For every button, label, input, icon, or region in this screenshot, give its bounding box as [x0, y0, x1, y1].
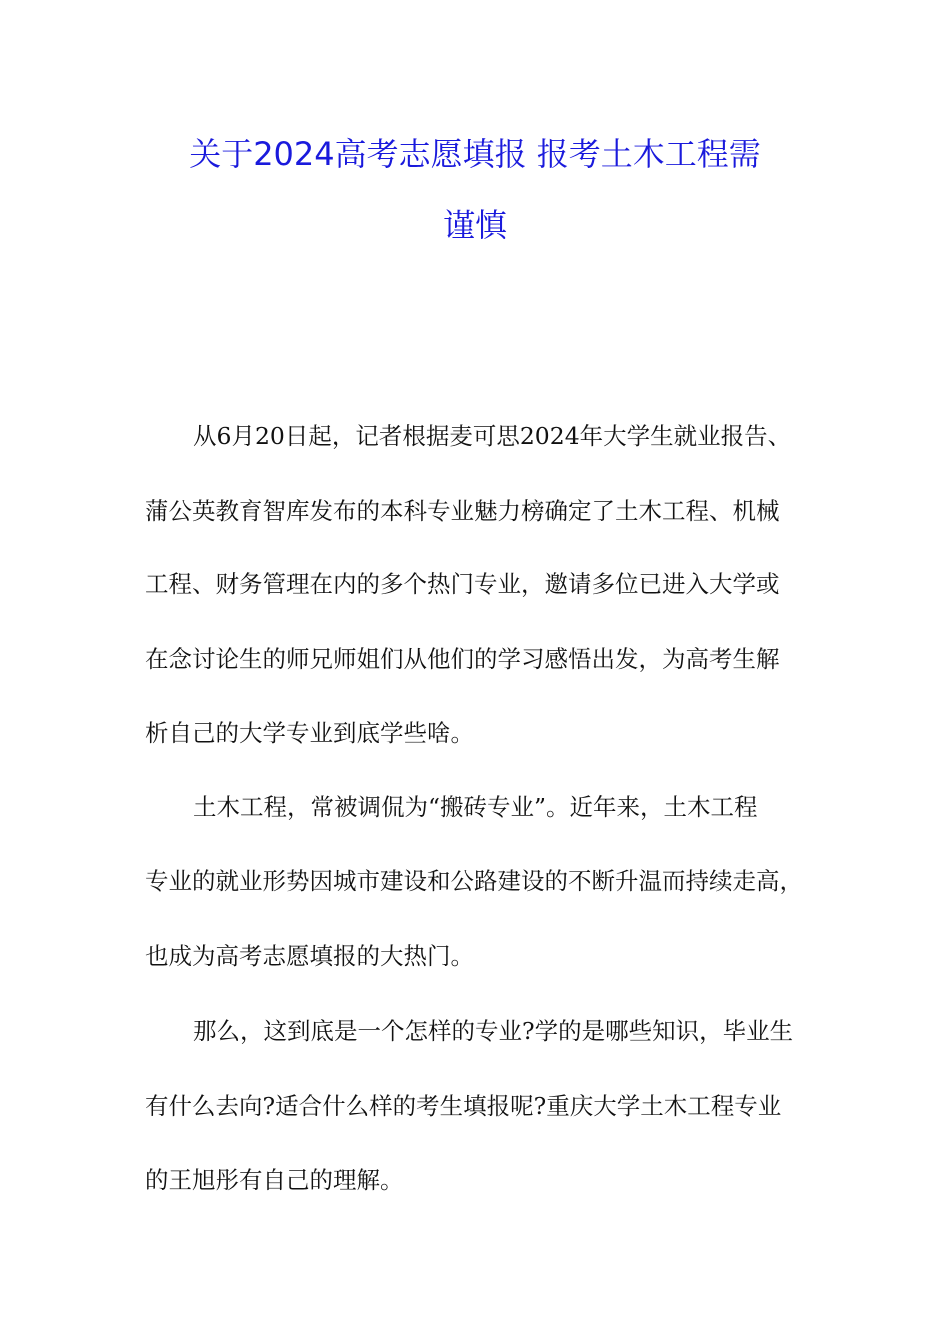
document-title-line-2: 谨慎: [442, 206, 507, 244]
paragraph-2-line-2: 专业的就业形势因城市建设和公路建设的不断升温而持续走高，: [145, 867, 803, 895]
paragraph-1-line-4: 在念讨论生的师兄师姐们从他们的学习感悟出发，为高考生解: [145, 645, 780, 673]
paragraph-1-line-3: 工程、财务管理在内的多个热门专业，邀请多位已进入大学或: [145, 570, 780, 598]
paragraph-1-line-2: 蒲公英教育智库发布的本科专业魅力榜确定了土木工程、机械: [145, 497, 780, 525]
document-title-line-1: 关于2024高考志愿填报 报考土木工程需: [189, 135, 761, 173]
paragraph-1-line-5: 析自己的大学专业到底学些啥。: [145, 719, 474, 747]
paragraph-2-line-3: 也成为高考志愿填报的大热门。: [145, 942, 474, 970]
paragraph-1-line-1: 从6月20日起，记者根据麦可思2024年大学生就业报告、: [193, 422, 792, 450]
paragraph-2-line-1: 土木工程，常被调侃为“搬砖专业”。近年来，土木工程: [193, 793, 758, 821]
paragraph-3-line-3: 的王旭彤有自己的理解。: [145, 1166, 404, 1194]
paragraph-3-line-2: 有什么去向?适合什么样的考生填报呢?重庆大学土木工程专业: [145, 1092, 782, 1120]
paragraph-3-line-1: 那么，这到底是一个怎样的专业?学的是哪些知识，毕业生: [193, 1017, 794, 1045]
